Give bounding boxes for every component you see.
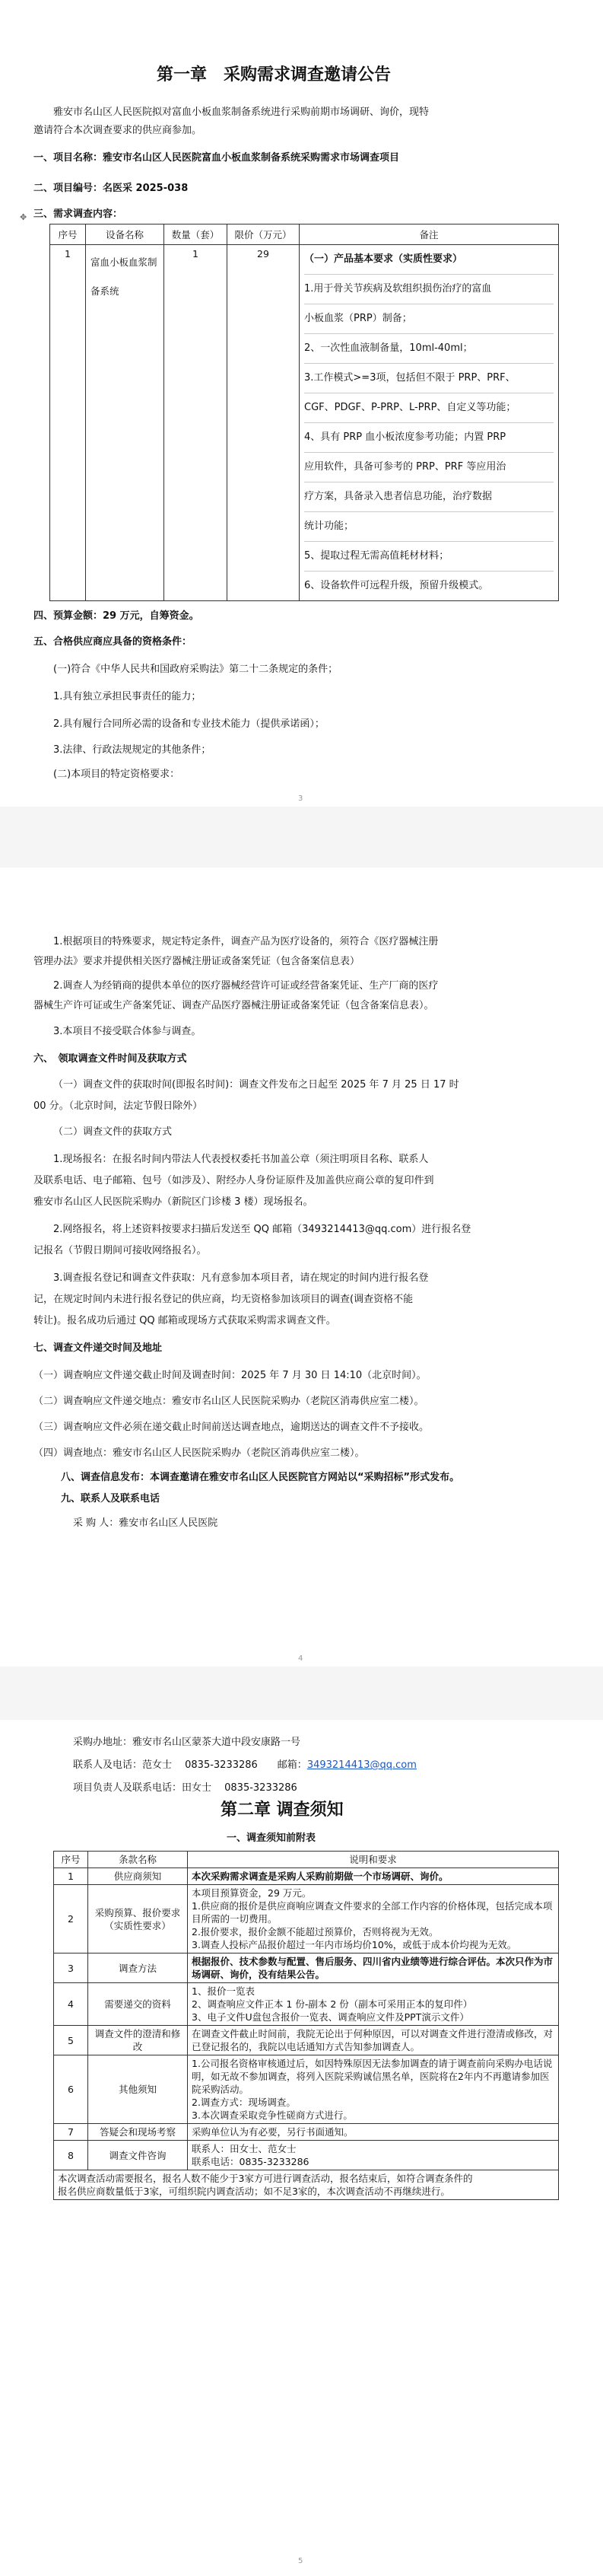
paragraph-line: （三）调查响应文件必须在递交截止时间前送达调查地点，逾期送达的调查文件不予接收。 — [33, 1422, 430, 1433]
page-number: 5 — [298, 2557, 303, 2565]
buyer-line: 采 购 人：雅安市名山区人民医院 — [73, 1517, 218, 1529]
clause-name: 供应商须知 — [88, 1868, 188, 1885]
row-number: 2 — [54, 1885, 88, 1953]
section-heading: 九、联系人及联系电话 — [61, 1493, 160, 1505]
paragraph-line: 2.调查人为经销商的提供本单位的医疗器械经营许可证或经营备案凭证、生产厂商的医疗 — [53, 980, 439, 992]
table-row — [54, 1983, 559, 2026]
contact-line — [73, 1758, 417, 1773]
table-row — [54, 2141, 559, 2170]
page-gap — [0, 1667, 603, 1720]
section-heading: 七、调查文件递交时间及地址 — [33, 1342, 163, 1354]
address-line: 采购办地址：雅安市名山区蒙茶大道中段安康路一号 — [73, 1737, 301, 1748]
remark-line: 1.用于骨关节疾病及软组织损伤治疗的富血 — [304, 275, 554, 304]
project-name: 一、项目名称：雅安市名山区人民医院富血小板血浆制备系统采购需求市场调查项目 — [33, 152, 400, 164]
row-number: 1 — [50, 245, 86, 601]
paragraph-line: （二）调查文件的获取方式 — [53, 1126, 173, 1138]
clause-desc: 1.公司报名资格审核通过后，如因特殊原因无法参加调查的请于调查前向采购办电话说明，如无故不参加调查，将列入医院采购诚信黑名单，医院将在2年内不再邀请参加医院采购活动。 2.调查方式：现场调查。 3.本次调查采取竞争性磋商方式进行。 — [188, 2055, 559, 2124]
footnote-line: 本次调查活动需要报名，报名人数不能少于3家方可进行调查活动，报名结束后，如符合调查条件的 — [58, 2173, 473, 2184]
clause-desc: 根据报价、技术参数与配置、售后服务、四川省内业绩等进行综合评估。本次只作为市场调研、询价，没有结果公告。 — [188, 1953, 559, 1983]
table-header-row — [54, 1852, 559, 1868]
table-header-cell: 序号 — [50, 224, 86, 245]
row-number: 7 — [54, 2124, 88, 2141]
paragraph-line: 管理办法》要求并提供相关医疗器械注册证或备案凭证（包含备案信息表） — [33, 956, 360, 967]
row-number: 4 — [54, 1983, 88, 2026]
qualification-item: (二)本项目的特定资格要求： — [53, 769, 180, 780]
page-gap — [0, 807, 603, 868]
remark-line: 应用软件，具备可参考的 PRP、PRF 等应用治 — [304, 453, 554, 482]
remark-line: （一）产品基本要求（实质性要求） — [304, 245, 554, 275]
paragraph-line: 3.本项目不接受联合体参与调查。 — [53, 1026, 202, 1037]
contact-text: 联系人及电话：范女士 0835-3233286 邮箱： — [73, 1759, 307, 1771]
table-header-cell: 条款名称 — [88, 1852, 188, 1868]
clause-name: 调查文件的澄清和修改 — [88, 2026, 188, 2055]
table-row — [54, 1868, 559, 1885]
intro-text: 邀请符合本次调查要求的供应商参加。 — [33, 125, 202, 136]
remark-line: 4、具有 PRP 血小板浓度参考功能；内置 PRP — [304, 423, 554, 453]
paragraph-line: 转让)。报名成功后通过 QQ 邮箱或现场方式获取采购需求调查文件。 — [33, 1315, 336, 1326]
qualification-heading: 五、合格供应商应具备的资格条件： — [33, 636, 192, 648]
table-header-cell: 备注 — [300, 224, 559, 245]
clause-name: 调查文件咨询 — [88, 2141, 188, 2170]
clause-desc: 本项目预算资金，29 万元。 1.供应商的报价是供应商响应调查文件要求的全部工作内容的价格体现，包括完成本项目所需的一切费用。 2.报价要求，报价金额不能超过预算价，否则将视为无效。 3.调查人投标产品报价超过一年内市场均价10%，或低于成本价均视为无效。 — [188, 1885, 559, 1953]
table-subtitle: 一、调查须知前附表 — [227, 1832, 316, 1844]
table-header-cell: 说明和要求 — [188, 1852, 559, 1868]
qualification-item: 1.具有独立承担民事责任的能力； — [53, 691, 202, 702]
table-header-cell: 限价（万元） — [227, 224, 300, 245]
page-number: 4 — [298, 1654, 303, 1663]
remark-line: CGF、PDGF、P-PRP、L-PRP、自定义等功能； — [304, 393, 554, 423]
clause-name: 采购预算、报价要求（实质性要求） — [88, 1885, 188, 1953]
document-page — [0, 868, 603, 1667]
paragraph-line: 记，在规定时间内未进行报名登记的供应商，均无资格参加该项目的调查(调查资格不能 — [33, 1294, 414, 1305]
clause-name: 答疑会和现场考察 — [88, 2124, 188, 2141]
footnote-line: 报名供应商数量低于3家，可组织院内调查活动；如不足3家的，本次调查活动不再继续进行。 — [58, 2186, 450, 2197]
paragraph-line: （一）调查响应文件递交截止时间及调查时间：2025 年 7 月 30 日 14:10（北京时间）。 — [33, 1370, 427, 1381]
intro-text: 雅安市名山区人民医院拟对富血小板血浆制备系统进行采购前期市场调研、询价，现特 — [53, 107, 430, 118]
paragraph-line: （四）调查地点：雅安市名山区人民医院采购办（老院区消毒供应室二楼）。 — [33, 1447, 365, 1459]
qualification-item: (一)符合《中华人民共和国政府采购法》第二十二条规定的条件； — [53, 664, 338, 675]
qualification-item: 2.具有履行合同所必需的设备和专业技术能力（提供承诺函）； — [53, 718, 325, 730]
table-header-cell: 数量（套） — [164, 224, 227, 245]
manager-line: 项目负责人及联系电话：田女士 0835-3233286 — [73, 1782, 297, 1794]
clause-desc: 采购单位认为有必要，另行书面通知。 — [188, 2124, 559, 2141]
paragraph-line: 1.现场报名：在报名时间内带法人代表授权委托书加盖公章（须注明项目名称、联系人 — [53, 1154, 429, 1165]
table-row — [54, 1885, 559, 1953]
table-header-cell: 设备名称 — [86, 224, 164, 245]
row-number: 5 — [54, 2026, 88, 2055]
document-page — [0, 1720, 603, 2576]
remark-line: 3.工作模式>=3项，包括但不限于 PRP、PRF、 — [304, 364, 554, 393]
budget-heading: 四、预算金额：29 万元，自筹资金。 — [33, 610, 199, 622]
clause-desc: 本次采购需求调查是采购人采购前期做一个市场调研、询价。 — [188, 1868, 559, 1885]
table-row — [54, 2124, 559, 2141]
chapter-title: 第一章 采购需求调查邀请公告 — [157, 65, 392, 84]
remark-line: 疗方案，具备录入患者信息功能，治疗数据 — [304, 482, 554, 512]
paragraph-line: 及联系电话、电子邮箱、包号（如涉及）、附经办人身份证原件及加盖供应商公章的复印件到 — [33, 1175, 434, 1186]
clause-name: 调查方法 — [88, 1953, 188, 1983]
paragraph-line: （一）调查文件的获取时间(即报名时间)：调查文件发布之日起至 2025 年 7 月 25 日 17 时 — [53, 1079, 459, 1091]
document-page — [0, 0, 603, 807]
email-link[interactable]: 3493214413@qq.com — [306, 1759, 417, 1771]
row-number: 8 — [54, 2141, 88, 2170]
table-footnote-row — [54, 2170, 559, 2200]
project-number: 二、项目编号：名医采 2025-038 — [33, 183, 189, 194]
qualification-item: 3.法律、行政法规规定的其他条件； — [53, 744, 211, 756]
section-heading: 六、 领取调查文件时间及获取方式 — [33, 1053, 187, 1065]
table-footnote — [54, 2170, 559, 2200]
section-heading: 三、需求调查内容： — [33, 209, 123, 220]
table-row — [54, 2026, 559, 2055]
row-number: 3 — [54, 1953, 88, 1983]
table-move-icon[interactable]: ✥ — [20, 212, 27, 222]
clause-desc: 联系人：田女士、范女士 联系电话：0835-3233286 — [188, 2141, 559, 2170]
clause-name: 其他须知 — [88, 2055, 188, 2124]
table-header-row — [50, 224, 559, 245]
remark-line: 6、设备软件可远程升级，预留升级模式。 — [304, 580, 489, 591]
paragraph-line: 2.网络报名，将上述资料按要求扫描后发送至 QQ 邮箱（3493214413@qq.com）进行报名登 — [53, 1224, 471, 1235]
paragraph-line: 00 分。（北京时间，法定节假日除外） — [33, 1100, 203, 1112]
table-row — [54, 2055, 559, 2124]
device-quantity: 1 — [164, 245, 227, 601]
clause-desc: 在调查文件截止时间前，我院无论出于何种原因，可以对调查文件进行澄清或修改，对已登记报名的，我院以电话通知方式告知参加调查人。 — [188, 2026, 559, 2055]
requirement-table — [49, 224, 559, 601]
paragraph-line: （二）调查响应文件递交地点：雅安市名山区人民医院采购办（老院区消毒供应室二楼）。 — [33, 1396, 424, 1407]
paragraph-line: 记报名（节假日期间可接收网络报名）。 — [33, 1245, 207, 1256]
section-heading: 八、调查信息发布：本调查邀请在雅安市名山区人民医院官方网站以“采购招标”形式发布。 — [61, 1472, 460, 1483]
remark-line: 5、提取过程无需高值耗材材料； — [304, 542, 554, 572]
paragraph-line: 3.调查报名登记和调查文件获取：凡有意参加本项目者，请在规定的时间内进行报名登 — [53, 1272, 429, 1284]
remarks-cell — [300, 245, 559, 601]
device-price-limit: 29 — [227, 245, 300, 601]
page-number: 3 — [298, 794, 303, 803]
remark-line: 统计功能； — [304, 512, 554, 542]
chapter-title: 第二章 调查须知 — [221, 1800, 344, 1820]
instruction-table — [53, 1851, 559, 2200]
remark-line: 2、一次性血液制备量，10ml-40ml； — [304, 334, 554, 364]
table-header-cell: 序号 — [54, 1852, 88, 1868]
paragraph-line: 雅安市名山区人民医院采购办（新院区门诊楼 3 楼）现场报名。 — [33, 1196, 313, 1208]
paragraph-line: 器械生产许可证或生产备案凭证、调查产品医疗器械注册证或备案凭证（包含备案信息表）。 — [33, 1000, 434, 1011]
clause-desc: 1、报价一览表 2、调查响应文件正本 1 份-副本 2 份（副本可采用正本的复印件） 3、电子文件U盘包含报价一览表、调查响应文件及PPT演示文件） — [188, 1983, 559, 2026]
table-row — [50, 245, 559, 601]
row-number: 6 — [54, 2055, 88, 2124]
clause-name: 需要递交的资料 — [88, 1983, 188, 2026]
paragraph-line: 1.根据项目的特殊要求，规定特定条件，调查产品为医疗设备的，须符合《医疗器械注册 — [53, 936, 439, 947]
device-name: 富血小板血浆制备系统 — [86, 245, 164, 601]
remark-line: 小板血浆（PRP）制备； — [304, 304, 554, 334]
row-number: 1 — [54, 1868, 88, 1885]
table-row — [54, 1953, 559, 1983]
